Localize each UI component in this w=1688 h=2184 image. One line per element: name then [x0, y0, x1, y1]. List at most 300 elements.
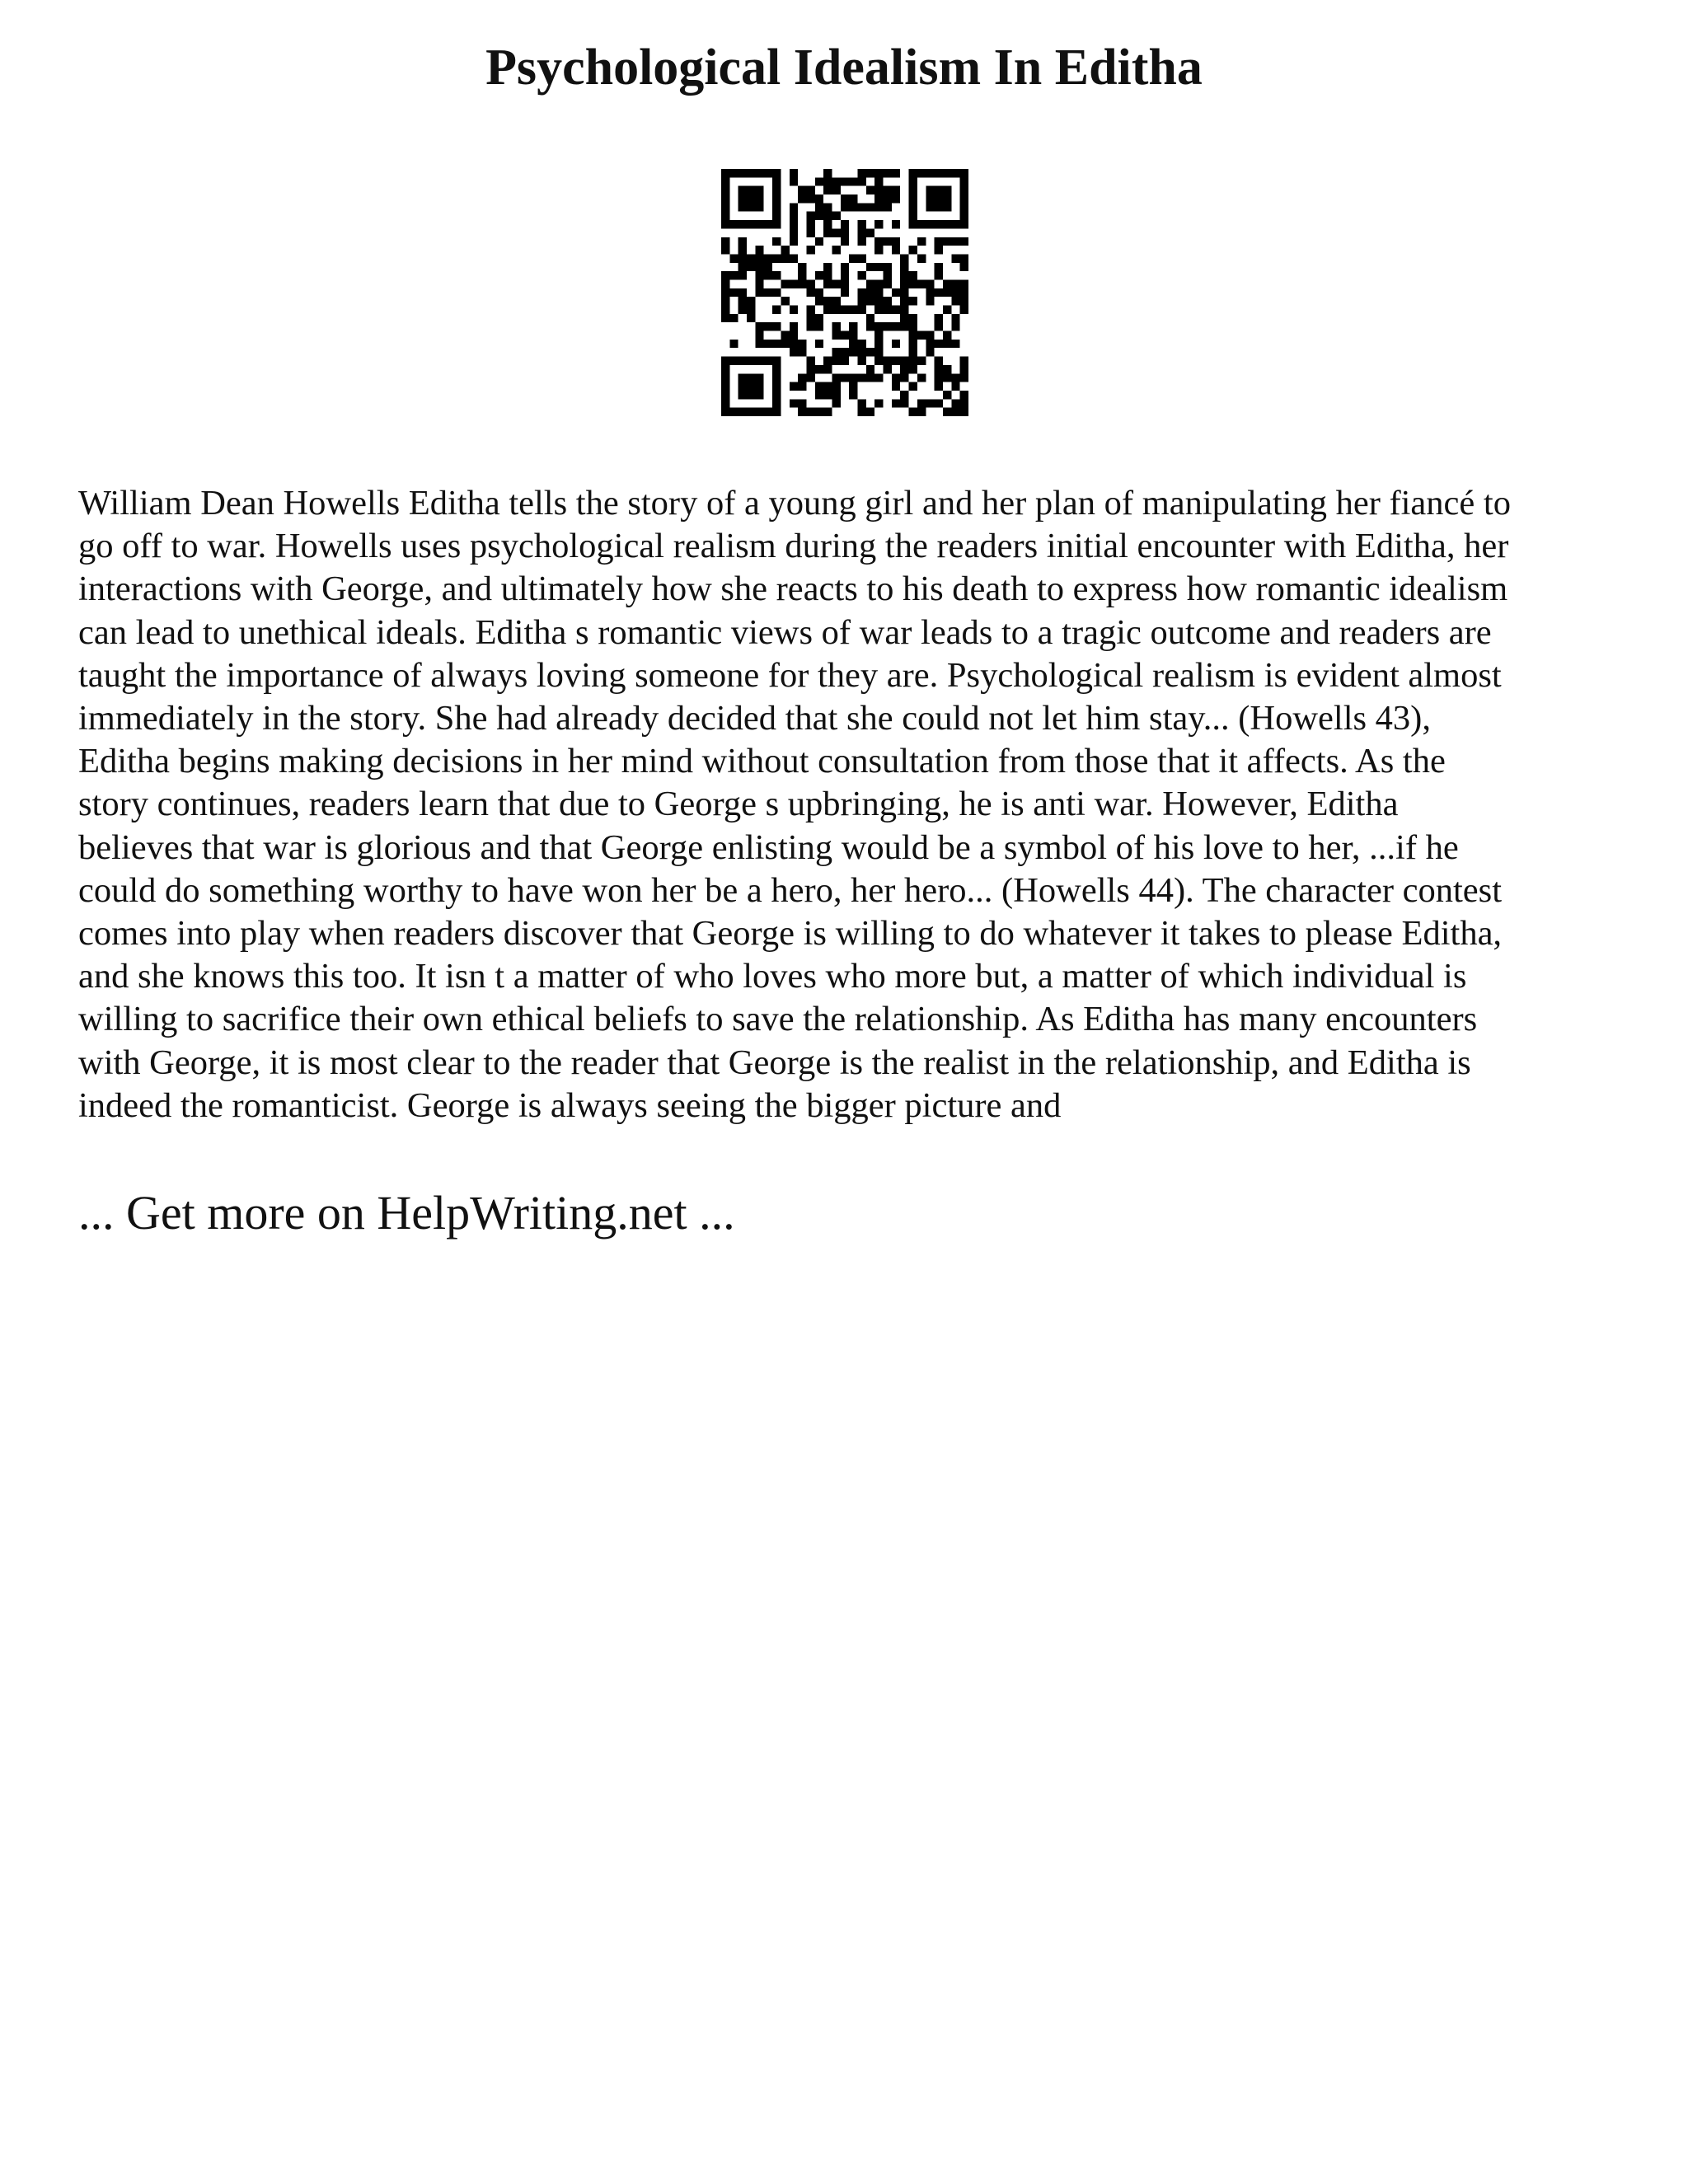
get-more-link[interactable]: ... Get more on HelpWriting.net ... — [78, 1186, 735, 1240]
qr-module — [721, 391, 729, 399]
qr-module — [823, 186, 832, 194]
qr-module — [738, 391, 747, 399]
qr-module — [798, 263, 806, 271]
qr-module — [781, 331, 789, 340]
qr-module — [815, 237, 823, 246]
qr-module — [874, 220, 883, 228]
qr-module — [960, 288, 968, 297]
qr-module — [738, 288, 747, 297]
qr-module — [790, 306, 798, 314]
body-line: go off to war. Howells uses psychological realism during the readers initial encounter with Editha, her — [78, 527, 1509, 566]
qr-module — [849, 373, 857, 382]
body-line: and she knows this too. It isn t a matter of who loves who more but, a matter of which individual is — [78, 957, 1467, 996]
qr-module — [798, 279, 806, 288]
qr-module — [874, 306, 883, 314]
qr-module — [764, 254, 772, 262]
qr-module — [832, 246, 840, 254]
qr-module — [755, 263, 763, 271]
qr-module — [960, 169, 968, 177]
qr-module — [738, 306, 747, 314]
qr-module — [884, 357, 892, 365]
qr-module — [738, 408, 747, 416]
qr-module — [823, 212, 832, 220]
qr-module — [721, 314, 729, 322]
qr-module — [884, 169, 892, 177]
qr-module — [832, 212, 840, 220]
qr-module — [926, 220, 934, 228]
qr-module — [909, 177, 917, 185]
qr-module — [900, 263, 908, 271]
qr-module — [747, 314, 755, 322]
qr-module — [951, 254, 959, 262]
qr-module — [892, 237, 900, 246]
qr-module — [832, 348, 840, 356]
qr-module — [772, 254, 781, 262]
qr-module — [951, 297, 959, 305]
qr-module — [951, 237, 959, 246]
qr-module — [721, 373, 729, 382]
qr-module — [823, 177, 832, 185]
qr-module — [884, 203, 892, 211]
qr-module — [790, 331, 798, 340]
qr-module — [772, 391, 781, 399]
qr-module — [960, 357, 968, 365]
qr-module — [832, 373, 840, 382]
qr-module — [935, 357, 943, 365]
qr-module — [738, 263, 747, 271]
qr-module — [747, 306, 755, 314]
qr-module — [806, 365, 814, 373]
qr-module — [909, 314, 917, 322]
qr-module — [790, 212, 798, 220]
qr-module — [960, 263, 968, 271]
qr-module — [815, 408, 823, 416]
qr-module — [772, 177, 781, 185]
qr-module — [926, 348, 934, 356]
qr-module — [935, 169, 943, 177]
qr-module — [909, 331, 917, 340]
qr-module — [815, 194, 823, 203]
qr-module — [798, 382, 806, 391]
qr-module — [935, 271, 943, 279]
qr-module — [892, 382, 900, 391]
qr-module — [823, 306, 832, 314]
qr-module — [841, 203, 849, 211]
qr-module — [832, 279, 840, 288]
qr-module — [960, 203, 968, 211]
qr-module — [841, 194, 849, 203]
qr-module — [798, 373, 806, 382]
qr-module — [772, 408, 781, 416]
qr-module — [926, 194, 934, 203]
qr-module — [917, 237, 926, 246]
qr-module — [926, 340, 934, 348]
qr-module — [926, 288, 934, 297]
qr-module — [747, 194, 755, 203]
qr-module — [772, 237, 781, 246]
qr-module — [772, 382, 781, 391]
qr-module — [858, 348, 866, 356]
qr-module — [943, 169, 951, 177]
qr-module — [874, 169, 883, 177]
qr-code-graphic — [721, 169, 968, 416]
qr-module — [841, 263, 849, 271]
qr-module — [806, 314, 814, 322]
body-line: William Dean Howells Editha tells the story of a young girl and her plan of manipulating her fiancé to — [78, 484, 1511, 523]
qr-module — [806, 322, 814, 330]
qr-module — [884, 322, 892, 330]
qr-module — [858, 177, 866, 185]
qr-module — [747, 391, 755, 399]
qr-module — [926, 399, 934, 407]
qr-module — [935, 382, 943, 391]
qr-module — [721, 169, 729, 177]
qr-module — [900, 357, 908, 365]
qr-module — [755, 288, 763, 297]
qr-module — [900, 399, 908, 407]
qr-module — [935, 365, 943, 373]
qr-module — [747, 220, 755, 228]
qr-module — [926, 331, 934, 340]
qr-module — [841, 228, 849, 237]
qr-module — [884, 271, 892, 279]
qr-module — [806, 186, 814, 194]
qr-module — [874, 297, 883, 305]
qr-module — [755, 169, 763, 177]
qr-module — [849, 331, 857, 340]
qr-module — [815, 382, 823, 391]
qr-module — [874, 279, 883, 288]
qr-module — [951, 220, 959, 228]
qr-module — [806, 246, 814, 254]
qr-module — [755, 340, 763, 348]
qr-module — [874, 340, 883, 348]
qr-module — [721, 246, 729, 254]
qr-module — [772, 288, 781, 297]
qr-module — [884, 279, 892, 288]
qr-module — [866, 288, 874, 297]
qr-module — [721, 306, 729, 314]
qr-module — [917, 169, 926, 177]
body-line: could do something worthy to have won her be a hero, her hero... (Howells 44). The character contest — [78, 870, 1502, 910]
qr-module — [806, 288, 814, 297]
qr-module — [892, 246, 900, 254]
qr-module — [951, 288, 959, 297]
qr-module — [798, 186, 806, 194]
qr-module — [755, 246, 763, 254]
qr-module — [738, 169, 747, 177]
qr-module — [917, 373, 926, 382]
qr-module — [943, 194, 951, 203]
qr-module — [858, 203, 866, 211]
qr-module — [892, 357, 900, 365]
qr-module — [755, 408, 763, 416]
qr-module — [900, 297, 908, 305]
qr-module — [823, 382, 832, 391]
qr-module — [858, 271, 866, 279]
qr-module — [832, 322, 840, 330]
document-body — [78, 482, 1615, 1127]
qr-module — [721, 365, 729, 373]
qr-module — [960, 279, 968, 288]
qr-module — [866, 297, 874, 305]
qr-module — [909, 186, 917, 194]
qr-module — [866, 322, 874, 330]
qr-module — [729, 288, 738, 297]
qr-module — [806, 357, 814, 365]
qr-module — [764, 169, 772, 177]
qr-module — [755, 382, 763, 391]
qr-module — [935, 340, 943, 348]
qr-module — [815, 391, 823, 399]
qr-module — [738, 220, 747, 228]
qr-module — [772, 271, 781, 279]
qr-module — [764, 220, 772, 228]
qr-module — [866, 279, 874, 288]
qr-module — [738, 297, 747, 305]
qr-module — [874, 288, 883, 297]
qr-module — [841, 373, 849, 382]
qr-module — [849, 340, 857, 348]
qr-module — [815, 212, 823, 220]
qr-module — [823, 203, 832, 211]
qr-module — [917, 408, 926, 416]
qr-module — [884, 194, 892, 203]
qr-module — [935, 194, 943, 203]
qr-module — [721, 203, 729, 211]
qr-module — [960, 177, 968, 185]
qr-module — [764, 271, 772, 279]
qr-module — [874, 203, 883, 211]
qr-module — [764, 340, 772, 348]
qr-module — [917, 254, 926, 262]
qr-module — [815, 314, 823, 322]
qr-module — [960, 212, 968, 220]
qr-module — [815, 322, 823, 330]
qr-module — [781, 297, 789, 305]
qr-module — [841, 279, 849, 288]
qr-module — [764, 288, 772, 297]
qr-module — [747, 254, 755, 262]
qr-module — [900, 322, 908, 330]
qr-module — [738, 382, 747, 391]
qr-module — [874, 322, 883, 330]
body-line: indeed the romanticist. George is always seeing the bigger picture and — [78, 1085, 1062, 1125]
qr-module — [747, 186, 755, 194]
qr-module — [747, 382, 755, 391]
qr-module — [866, 408, 874, 416]
body-line: with George, it is most clear to the reader that George is the realist in the relationship, and Editha is — [78, 1043, 1471, 1082]
qr-module — [951, 314, 959, 322]
qr-module — [790, 348, 798, 356]
qr-module — [935, 220, 943, 228]
qr-module — [926, 169, 934, 177]
qr-module — [926, 186, 934, 194]
qr-module — [764, 408, 772, 416]
qr-module — [960, 194, 968, 203]
qr-module — [935, 373, 943, 382]
qr-module — [874, 186, 883, 194]
qr-module — [798, 194, 806, 203]
qr-module — [823, 357, 832, 365]
qr-module — [772, 186, 781, 194]
qr-module — [892, 186, 900, 194]
qr-module — [909, 382, 917, 391]
qr-module — [849, 194, 857, 203]
qr-module — [772, 220, 781, 228]
qr-module — [960, 220, 968, 228]
qr-module — [823, 169, 832, 177]
qr-module — [874, 177, 883, 185]
qr-module — [721, 177, 729, 185]
qr-module — [747, 203, 755, 211]
qr-module — [823, 391, 832, 399]
qr-module — [755, 271, 763, 279]
qr-module — [721, 194, 729, 203]
qr-module — [858, 306, 866, 314]
qr-module — [858, 220, 866, 228]
qr-module — [772, 194, 781, 203]
qr-module — [866, 373, 874, 382]
qr-module — [790, 399, 798, 407]
qr-module — [858, 408, 866, 416]
qr-module — [841, 177, 849, 185]
qr-module — [772, 357, 781, 365]
qr-module — [849, 203, 857, 211]
qr-module — [815, 340, 823, 348]
qr-module — [943, 408, 951, 416]
qr-module — [806, 306, 814, 314]
qr-module — [892, 399, 900, 407]
qr-module — [823, 228, 832, 237]
qr-module — [747, 297, 755, 305]
qr-module — [909, 271, 917, 279]
qr-module — [943, 391, 951, 399]
qr-module — [790, 340, 798, 348]
qr-module — [721, 399, 729, 407]
qr-module — [721, 271, 729, 279]
qr-module — [935, 322, 943, 330]
qr-module — [884, 186, 892, 194]
qr-module — [790, 254, 798, 262]
qr-module — [781, 254, 789, 262]
qr-module — [823, 279, 832, 288]
qr-module — [909, 279, 917, 288]
qr-module — [909, 365, 917, 373]
qr-module — [917, 279, 926, 288]
qr-module — [960, 237, 968, 246]
qr-module — [841, 288, 849, 297]
qr-module — [772, 306, 781, 314]
qr-module — [806, 279, 814, 288]
qr-module — [943, 365, 951, 373]
qr-module — [764, 357, 772, 365]
qr-module — [738, 194, 747, 203]
qr-module — [900, 288, 908, 297]
qr-module — [884, 237, 892, 246]
qr-module — [729, 408, 738, 416]
qr-module — [943, 340, 951, 348]
qr-module — [832, 382, 840, 391]
qr-module — [738, 203, 747, 211]
qr-module — [892, 288, 900, 297]
qr-module — [892, 373, 900, 382]
qr-module — [935, 288, 943, 297]
body-line: story continues, readers learn that due to George s upbringing, he is anti war. However, Editha — [78, 785, 1399, 824]
qr-module — [721, 237, 729, 246]
qr-module — [951, 340, 959, 348]
body-line: immediately in the story. She had already decided that she could not let him stay... (Howells 43), — [78, 699, 1431, 738]
qr-module — [790, 169, 798, 177]
qr-module — [721, 408, 729, 416]
qr-module — [772, 169, 781, 177]
qr-module — [832, 186, 840, 194]
qr-module — [798, 408, 806, 416]
qr-module — [772, 399, 781, 407]
qr-module — [943, 288, 951, 297]
qr-module — [832, 297, 840, 305]
body-line: interactions with George, and ultimately how she reacts to his death to express how romantic idealism — [78, 569, 1508, 609]
qr-module — [960, 254, 968, 262]
qr-module — [909, 169, 917, 177]
qr-module — [729, 254, 738, 262]
qr-module — [721, 382, 729, 391]
qr-module — [858, 254, 866, 262]
qr-module — [951, 408, 959, 416]
qr-module — [790, 322, 798, 330]
qr-module — [858, 357, 866, 365]
qr-module — [926, 279, 934, 288]
qr-module — [960, 186, 968, 194]
qr-module — [823, 220, 832, 228]
qr-module — [806, 373, 814, 382]
qr-module — [772, 365, 781, 373]
qr-module — [790, 237, 798, 246]
qr-module — [832, 357, 840, 365]
qr-module — [866, 186, 874, 194]
qr-module — [943, 237, 951, 246]
qr-module — [951, 322, 959, 330]
qr-module — [755, 391, 763, 399]
qr-module — [935, 399, 943, 407]
qr-module — [874, 237, 883, 246]
qr-module — [729, 271, 738, 279]
qr-module — [729, 314, 738, 322]
qr-module — [772, 203, 781, 211]
qr-module — [926, 297, 934, 305]
qr-module — [806, 212, 814, 220]
qr-module — [832, 306, 840, 314]
qr-module — [917, 357, 926, 365]
qr-module — [781, 246, 789, 254]
qr-module — [900, 373, 908, 382]
qr-module — [884, 306, 892, 314]
qr-module — [858, 288, 866, 297]
qr-module — [815, 177, 823, 185]
qr-module — [909, 297, 917, 305]
qr-module — [909, 408, 917, 416]
qr-module — [747, 263, 755, 271]
qr-module — [909, 212, 917, 220]
qr-module — [874, 373, 883, 382]
qr-module — [747, 169, 755, 177]
qr-module — [755, 203, 763, 211]
body-line: Editha begins making decisions in her mind without consultation from those that it affects. As the — [78, 742, 1446, 781]
qr-module — [909, 348, 917, 356]
qr-module — [935, 314, 943, 322]
qr-module — [892, 220, 900, 228]
qr-module — [755, 220, 763, 228]
